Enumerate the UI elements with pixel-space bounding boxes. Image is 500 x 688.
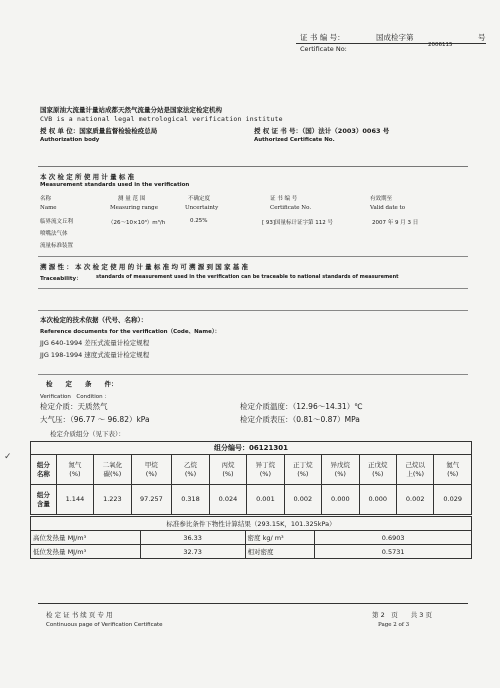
std-header-valid-cn: 有效期至 bbox=[370, 196, 393, 202]
cert-serial: 2006115 bbox=[428, 42, 453, 48]
gas-col-ethane bbox=[172, 455, 209, 485]
gas-unit: (%) bbox=[297, 469, 309, 478]
std-header-cert-cn: 证 书 编 号 bbox=[270, 196, 298, 202]
std-cert: [ 93]国量标计证字第 112 号 bbox=[262, 220, 334, 226]
gas-value: 1.144 bbox=[56, 485, 93, 515]
auth-cert-cn: 授 权 证 书 号：（国）法计（2003）0063 号 bbox=[254, 127, 390, 135]
reference-item-2: JJG 198-1994 速度式流量计检定规程 bbox=[40, 351, 150, 359]
gas-value: 0.029 bbox=[434, 485, 472, 515]
relative-density-value: 0.5731 bbox=[315, 545, 472, 559]
gas-col-hexane-plus bbox=[396, 455, 433, 485]
gas-value: 0.318 bbox=[172, 485, 209, 515]
gas-name: 丙烷 bbox=[221, 460, 235, 469]
reference-item-1: JJG 640-1994 差压式流量计检定规程 bbox=[40, 339, 150, 347]
physical-caption: 标准参比条件下物性计算结果（293.15K，101.325kPa） bbox=[31, 517, 472, 531]
reference-title-en: Reference documents for the verification（Code、Name）： bbox=[40, 329, 221, 335]
std-valid: 2007 年 9 月 3 日 bbox=[372, 220, 419, 226]
gas-value: 97.257 bbox=[131, 485, 172, 515]
cert-no-value: 国成检字第 bbox=[376, 33, 414, 42]
gas-row-label-name bbox=[31, 455, 57, 485]
condition-medium: 检定介质：天质然气 bbox=[40, 402, 108, 411]
lhv-label: 低位发热量 MJ/m³ bbox=[31, 545, 141, 559]
footer-page-cn: 第 2 页 共 3 页 bbox=[372, 611, 432, 619]
gas-name: 甲烷 bbox=[144, 460, 158, 469]
std-header-cert-en: Certificate No. bbox=[270, 205, 312, 211]
gas-value: 0.000 bbox=[359, 485, 396, 515]
gas-value: 0.001 bbox=[247, 485, 284, 515]
gas-col-isopentane bbox=[322, 455, 359, 485]
density-value: 0.6903 bbox=[315, 531, 472, 545]
footer-page-en: Page 2 of 3 bbox=[378, 622, 410, 628]
gas-unit: (%) bbox=[372, 469, 384, 478]
gas-unit: (%) bbox=[259, 469, 272, 478]
auth-body-cn: 授 权 单 位：国家质量监督检验检疫总局 bbox=[40, 127, 158, 135]
physical-properties-table bbox=[30, 516, 472, 559]
gas-name-2: 碳(%) bbox=[103, 469, 122, 478]
gas-unit: (%) bbox=[447, 469, 459, 478]
reference-title-cn: 本次检定的技术依据（代号、名称）： bbox=[40, 316, 148, 324]
gas-col-nitrogen bbox=[56, 455, 93, 485]
margin-check-mark: ✓ bbox=[4, 452, 12, 462]
gas-col-co2 bbox=[94, 455, 131, 485]
std-name-line3: 流量标准装置 bbox=[40, 243, 74, 249]
gas-unit: (%) bbox=[69, 469, 81, 478]
gas-unit: (%) bbox=[222, 469, 234, 478]
trace-en-label: Traceability： bbox=[40, 276, 82, 282]
footer-cont-en: Continuous page of Verification Certificate bbox=[46, 622, 163, 628]
gas-name-2: 上(%) bbox=[406, 469, 425, 478]
gas-value: 1.223 bbox=[94, 485, 131, 515]
std-header-range-en: Measuring range bbox=[110, 205, 158, 211]
gas-row-label-name-1: 组分 bbox=[36, 460, 50, 469]
gas-unit: (%) bbox=[334, 469, 346, 478]
std-header-range-cn: 测 量 范 围 bbox=[118, 196, 146, 202]
gas-name: 异丁烷 bbox=[255, 460, 276, 469]
institution-name-en: CVB is a national legal metrological verification institute bbox=[40, 115, 283, 123]
cert-no-label: 证 书 编 号： bbox=[300, 33, 345, 42]
gas-name: 己烷以 bbox=[405, 460, 425, 469]
trace-en-text: standards of measurement used in the verification can be traceable to national standards of measurement bbox=[96, 274, 399, 280]
gas-name: 正丁烷 bbox=[293, 460, 313, 469]
gas-unit: (%) bbox=[184, 469, 197, 478]
conditions-title-en: Verification Condition ： bbox=[40, 394, 110, 400]
institution-name-cn: 国家原油大流量计量站成都天然气流量分站是国家法定检定机构 bbox=[40, 106, 222, 114]
lhv-value: 32.73 bbox=[140, 545, 245, 559]
gas-col-isobutane bbox=[247, 455, 284, 485]
auth-body-en: Authorization body bbox=[40, 137, 100, 143]
footer-cont-cn: 检 定 证 书 续 页 专 用 bbox=[46, 611, 113, 619]
std-range: （26～10×10³）m³/h bbox=[108, 220, 166, 226]
standards-rule bbox=[38, 166, 468, 167]
auth-cert-en: Authorized Certificate No. bbox=[254, 137, 335, 143]
gas-row-label-content-2: 含量 bbox=[36, 499, 50, 508]
std-header-name-en: Name bbox=[40, 205, 57, 211]
gas-composition-table bbox=[30, 441, 472, 515]
gas-row-label-name-2: 名称 bbox=[36, 469, 50, 478]
hhv-label: 高位发热量 MJ/m³ bbox=[31, 531, 141, 545]
gas-name: 乙烷 bbox=[183, 460, 197, 469]
std-header-valid-en: Valid date to bbox=[370, 205, 406, 211]
density-label: 密度 kg/ m³ bbox=[245, 531, 315, 545]
gas-col-npentane bbox=[359, 455, 396, 485]
gas-value: 0.002 bbox=[396, 485, 433, 515]
gas-row-label-content-1: 组分 bbox=[36, 490, 50, 499]
standards-title-cn: 本 次 检 定 所 使 用 计 量 标 准 bbox=[40, 173, 135, 181]
std-header-unc-en: Uncertainty bbox=[185, 205, 219, 211]
condition-pressure: 大气压：（96.77 ～ 96.82）kPa bbox=[40, 415, 150, 424]
composition-label: 检定介质组分（见下表）： bbox=[50, 430, 125, 438]
gas-name: 氮气 bbox=[68, 460, 82, 469]
conditions-rule bbox=[38, 374, 468, 375]
gas-value: 0.000 bbox=[322, 485, 359, 515]
cert-no-en: Certificate No: bbox=[300, 45, 347, 53]
conditions-title-cn: 检 定 条 件： bbox=[46, 380, 118, 388]
condition-temp: 检定介质温度：（12.96～14.31）℃ bbox=[240, 402, 363, 411]
hhv-value: 36.33 bbox=[140, 531, 245, 545]
standards-title-en: Measurement standards used in the verification bbox=[40, 182, 190, 188]
std-header-unc-cn: 不确定度 bbox=[188, 196, 211, 202]
cert-no-hao: 号 bbox=[478, 33, 486, 42]
footer-rule bbox=[38, 603, 468, 604]
gas-col-nbutane bbox=[284, 455, 321, 485]
trace-cn: 溯 源 性 ： 本 次 检 定 使 用 的 计 量 标 准 均 可 溯 源 到 国 家 基 准 bbox=[40, 263, 249, 271]
relative-density-label: 相对密度 bbox=[245, 545, 315, 559]
trace-rule-bottom bbox=[38, 288, 468, 289]
gas-value: 0.002 bbox=[284, 485, 321, 515]
gas-name: 二氧化 bbox=[102, 460, 123, 469]
gas-name: 异戊烷 bbox=[330, 460, 351, 469]
condition-gauge: 检定介质表压：（0.81～0.87）MPa bbox=[240, 415, 360, 424]
gas-col-propane bbox=[209, 455, 246, 485]
gas-name: 正戊烷 bbox=[368, 460, 388, 469]
std-uncertainty: 0.25% bbox=[190, 218, 208, 224]
gas-col-helium bbox=[434, 455, 472, 485]
gas-name: 氦气 bbox=[446, 460, 460, 469]
trace-rule-top bbox=[38, 256, 468, 257]
gas-unit: (%) bbox=[145, 469, 158, 478]
gas-col-methane bbox=[131, 455, 172, 485]
std-header-name-cn: 名称 bbox=[40, 196, 52, 202]
gas-value: 0.024 bbox=[209, 485, 246, 515]
gas-row-label-content bbox=[31, 485, 57, 515]
reference-rule bbox=[38, 310, 468, 311]
std-name-line2: 喷嘴法气体 bbox=[40, 231, 68, 237]
std-name-line1: 临界流文丘利 bbox=[40, 219, 74, 225]
cert-no-underline bbox=[296, 43, 486, 44]
gas-group-no: 组分编号：06121301 bbox=[31, 442, 472, 455]
